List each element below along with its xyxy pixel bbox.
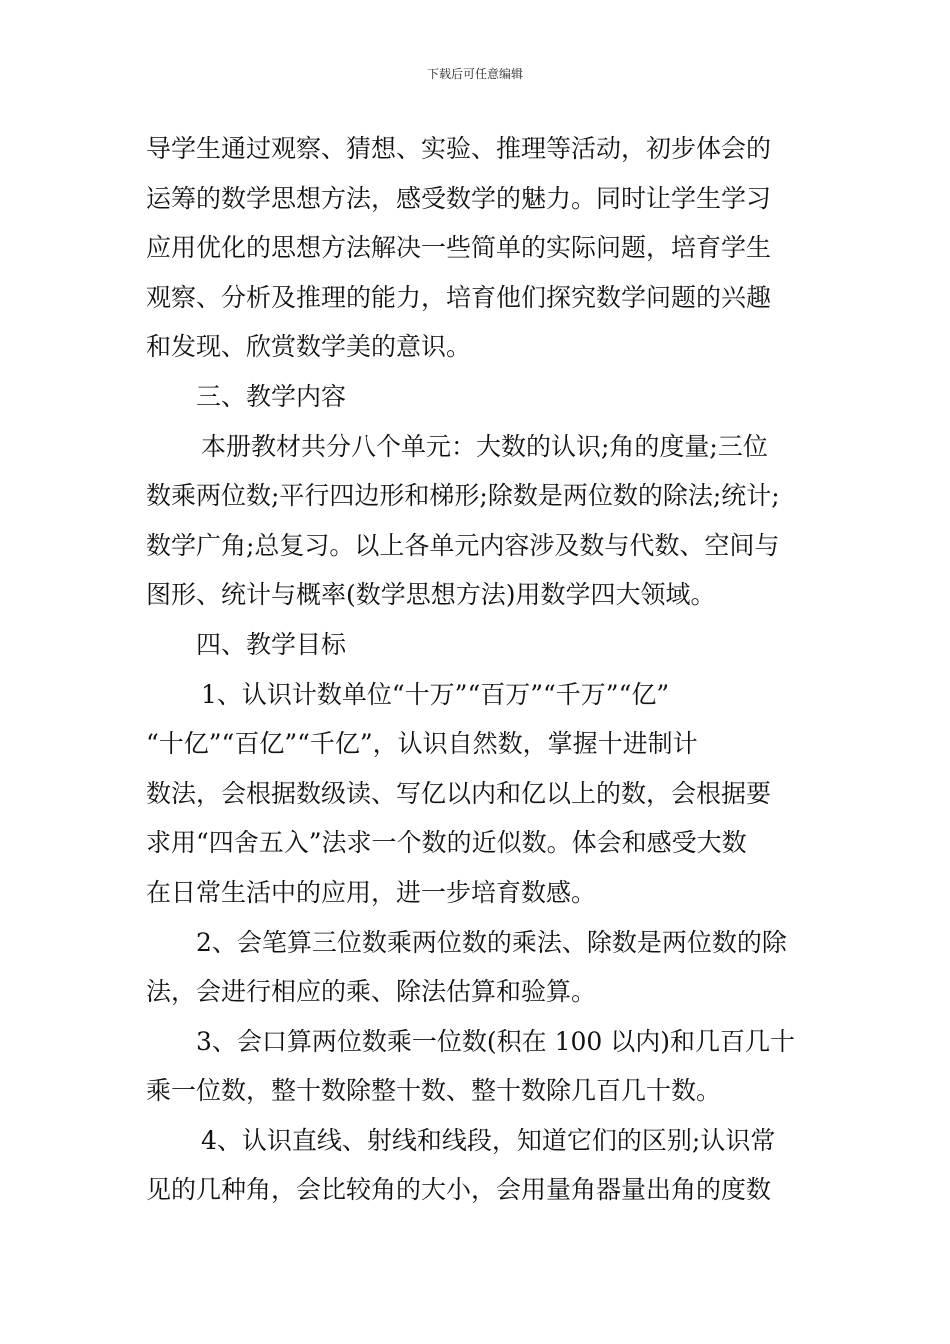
- paragraph-line: 导学生通过观察、猜想、实验、推理等活动，初步体会的: [146, 134, 772, 163]
- paragraph-line: 应用优化的思想方法解决一些简单的实际问题，培育学生: [146, 233, 772, 263]
- paragraph-line: 数乘两位数;平行四边形和梯形;除数是两位数的除法;统计;: [146, 481, 780, 511]
- section-heading: 四、教学目标: [196, 629, 347, 659]
- paragraph-line: 和发现、欣赏数学美的意识。: [146, 332, 472, 362]
- paragraph-line: 见的几种角，会比较角的大小，会用量角器量出角的度数: [146, 1175, 772, 1205]
- section-heading: 三、教学内容: [196, 381, 347, 411]
- paragraph-line: 观察、分析及推理的能力，培育他们探究数学问题的兴趣: [146, 282, 772, 312]
- page-header-note: 下载后可任意编辑: [426, 67, 523, 81]
- paragraph-line: “十亿”“百亿”“千亿”，认识自然数，掌握十进制计: [146, 729, 698, 759]
- paragraph-line: 图形、统计与概率(数学思想方法)用数学四大领域。: [146, 580, 716, 610]
- paragraph-line: 数学广角;总复习。以上各单元内容涉及数与代数、空间与: [146, 530, 780, 560]
- paragraph-line: 运筹的数学思想方法，感受数学的魅力。同时让学生学习: [146, 183, 772, 213]
- paragraph-line: 在日常生活中的应用，进一步培育数感。: [146, 877, 597, 907]
- paragraph-line: 乘一位数，整十数除整十数、整十数除几百几十数。: [146, 1076, 722, 1106]
- paragraph-line: 3、会口算两位数乘一位数(积在 100 以内)和几百几十: [196, 1026, 796, 1056]
- paragraph-line: 求用“四舍五入”法求一个数的近似数。体会和感受大数: [146, 828, 747, 858]
- paragraph-line: 1、认识计数单位“十万”“百万”“千万”“亿”: [201, 679, 670, 709]
- document-body: [146, 124, 814, 1215]
- paragraph-line: 法，会进行相应的乘、除法估算和验算。: [146, 977, 597, 1007]
- paragraph-line: 数法，会根据数级读、写亿以内和亿以上的数，会根据要: [146, 778, 772, 808]
- paragraph-line: 2、会笔算三位数乘两位数的乘法、除数是两位数的除: [196, 927, 787, 957]
- paragraph-line: 4、认识直线、射线和线段，知道它们的区别;认识常: [201, 1125, 776, 1155]
- paragraph-line: 本册教材共分八个单元：大数的认识;角的度量;三位: [201, 431, 768, 461]
